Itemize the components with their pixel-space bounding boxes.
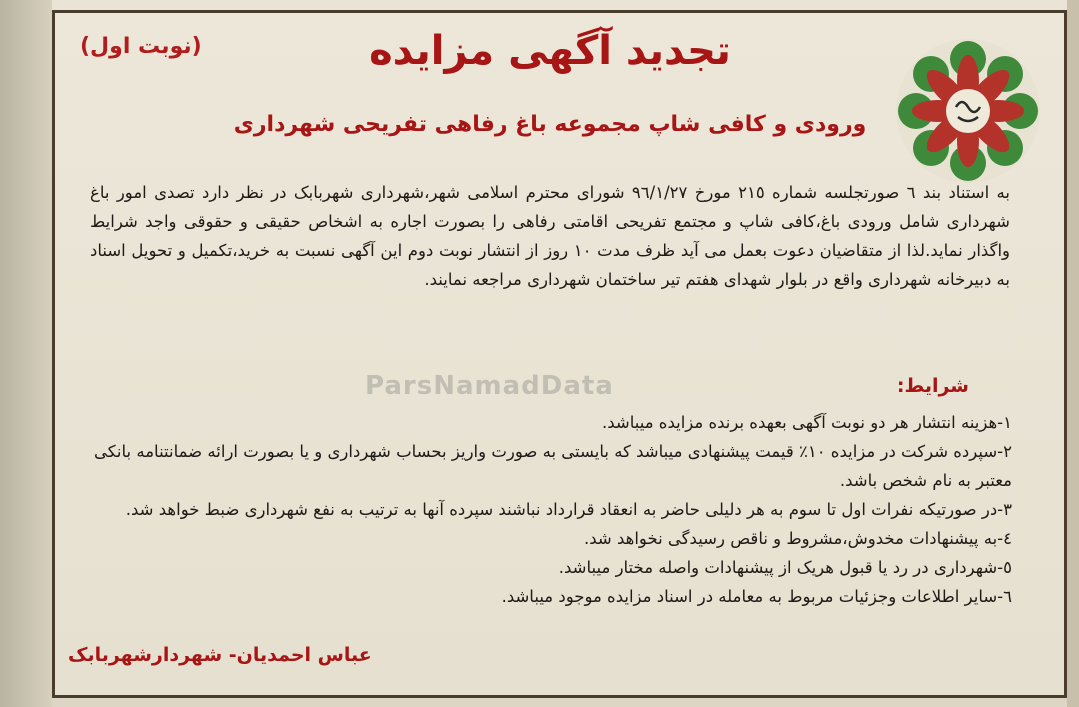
condition-item: ٤-به پیشنهادات مخدوش،مشروط و ناقص رسیدگی نخواهد شد.	[584, 529, 1012, 548]
turn-badge: (نوبت اول)	[80, 34, 202, 59]
ad-body-paragraph: به استناد بند ٦ صورتجلسه شماره ٢١٥ مورخ ٩٦/١/٢٧ شورای محترم اسلامی شهر،شهرداری شهربابک در نظر دارد تصدی امور باغ شهرداری شامل ورودی باغ،کافی شاپ و مجتمع تفریحی اقامتی رفاهی را بصورت اجاره به اشخاص حقیقی و حقوقی واجد شرایط واگذار نماید.لذا از متقاضیان دعوت بعمل می آید ظرف مدت ١٠ روز از انتشار نوبت دوم این آگهی نسبت به خرید،تکمیل و تحویل اسناد به دبیرخانه شهرداری واقع در بلوار شهدای هفتم تیر ساختمان شهرداری مراجعه نمایند.	[90, 183, 1011, 289]
conditions-heading: شرایط:	[896, 375, 969, 397]
municipality-emblem-icon	[893, 36, 1043, 186]
adjacent-page-edge-right	[1067, 0, 1079, 707]
condition-item: ٣-در صورتیکه نفرات اول تا سوم به هر دلیلی حاضر به انعقاد قرارداد نباشند سپرده آنها به ترتیب به نفع شهرداری ضبط خواهد شد.	[125, 500, 1012, 519]
watermark: ParsNamadData	[365, 371, 614, 401]
ad-title: تجدید آگهی مزایده	[369, 28, 731, 74]
ad-body	[90, 178, 1010, 294]
condition-item: ٥-شهرداری در رد یا قبول هریک از پیشنهادات واصله مختار میباشد.	[558, 558, 1012, 577]
condition-item: ١-هزینه انتشار هر دو نوبت آگهی بعهده برنده مزایده میباشد.	[602, 413, 1012, 432]
signature: عباس احمدیان- شهردارشهربابک	[68, 644, 372, 666]
condition-item: ٦-سایر اطلاعات وجزئیات مربوط به معامله در اسناد مزایده موجود میباشد.	[501, 587, 1012, 606]
condition-item: ٢-سپرده شرکت در مزایده ١٠٪ قیمت پیشنهادی میباشد که بایستی به صورت واریز بحساب شهرداری و یا بصورت ارائه ضمانتنامه بانکی معتبر به نام شخص باشد.	[94, 442, 1012, 490]
conditions-list	[90, 408, 1012, 611]
adjacent-page-edge-left	[0, 0, 52, 707]
ad-subtitle: ورودی و کافی شاپ مجموعه باغ رفاهی تفریحی شهرداری	[233, 112, 867, 137]
